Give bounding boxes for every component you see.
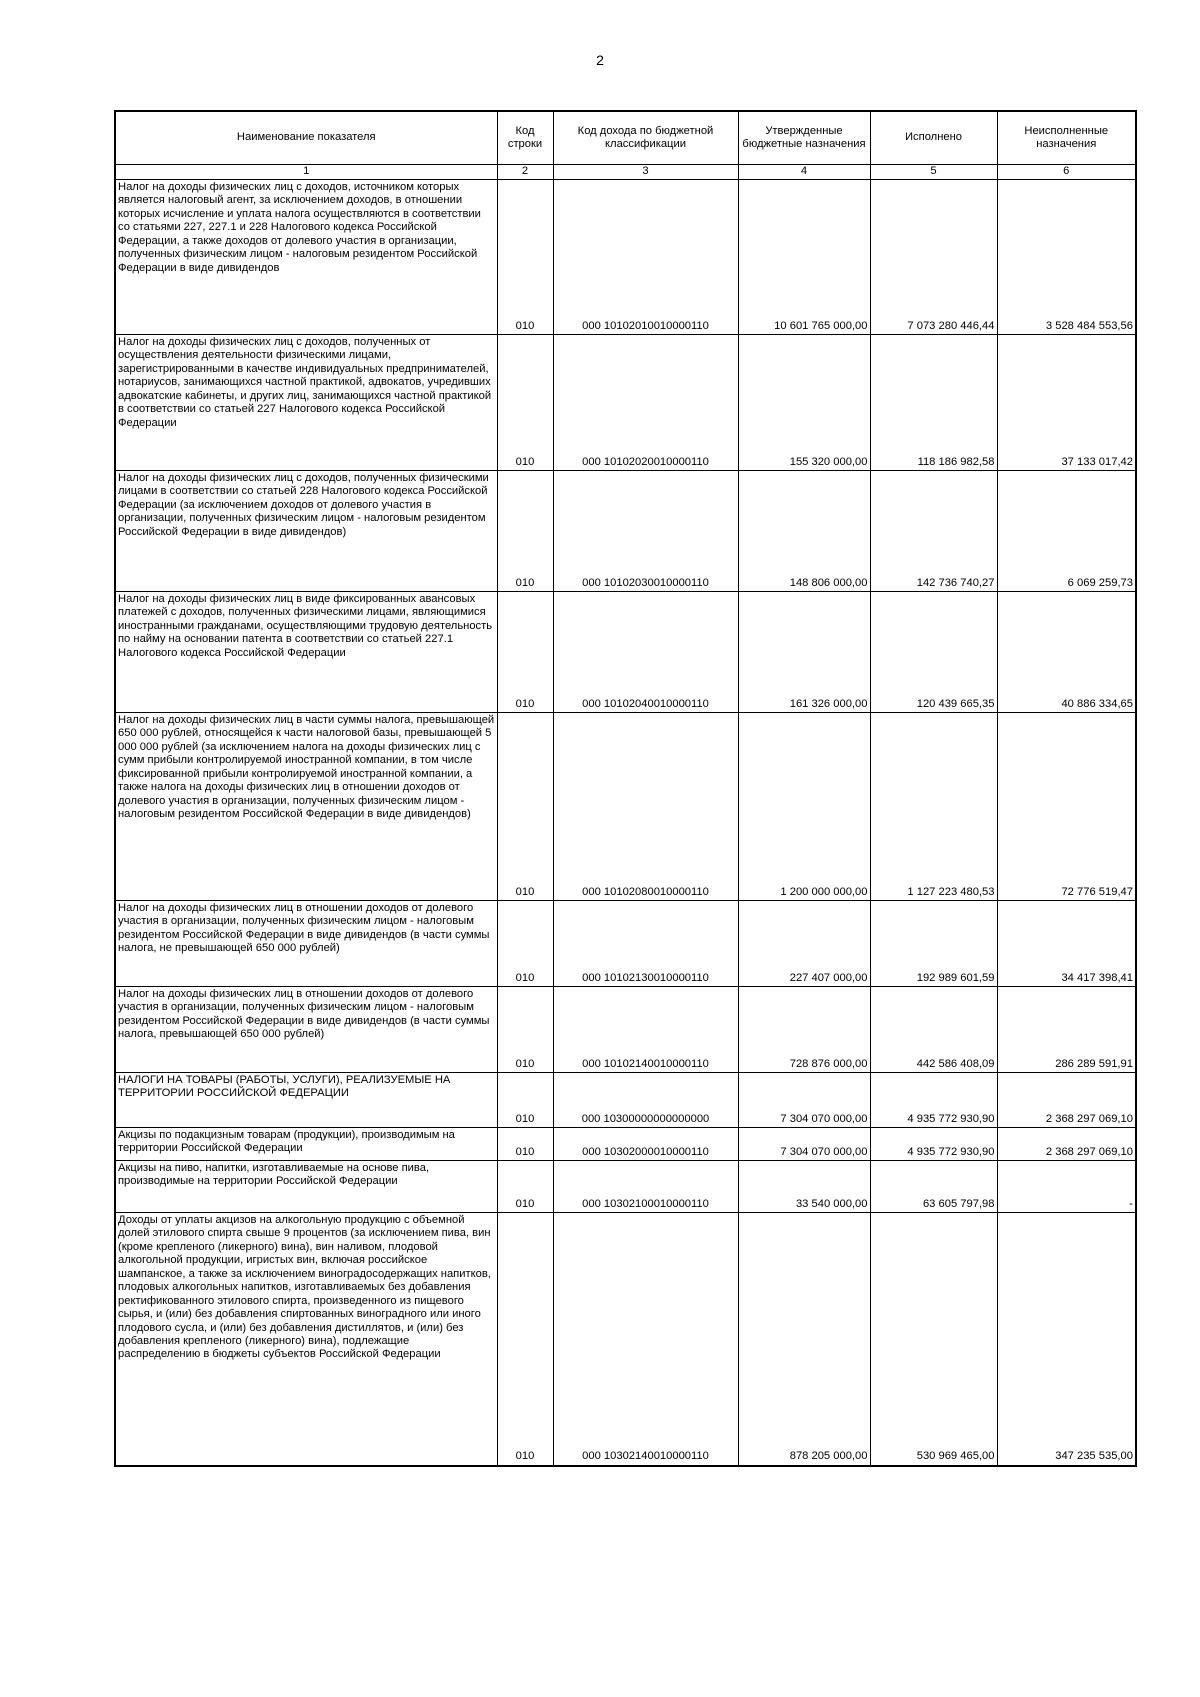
unexecuted-amount: 2 368 297 069,10 [997, 1128, 1136, 1161]
line-code: 010 [497, 180, 553, 335]
executed-amount: 442 586 408,09 [870, 987, 997, 1073]
income-code: 000 10300000000000000 [553, 1073, 738, 1128]
header-income-code: Код дохода по бюджетной классификации [553, 111, 738, 165]
indicator-name: Налог на доходы физических лиц с доходов, полученных от осуществления деятельности физическими лицами, зарегистрированными в качестве индивидуальных предпринимателей, нотариусов, занимающихся частной практикой, адвокатов, учредивших адвокатские кабинеты, и других лиц, занимающихся частной практикой в соответствии со статьей 227 Налогового кодекса Российской Федерации [115, 335, 497, 471]
executed-amount: 192 989 601,59 [870, 901, 997, 987]
line-code: 010 [497, 713, 553, 901]
unexecuted-amount: 286 289 591,91 [997, 987, 1136, 1073]
header-line-code: Код строки [497, 111, 553, 165]
approved-amount: 10 601 765 000,00 [738, 180, 870, 335]
approved-amount: 161 326 000,00 [738, 592, 870, 713]
budget-execution-table [114, 110, 1137, 1467]
header-approved: Утвержденные бюджетные назначения [738, 111, 870, 165]
column-number: 4 [738, 165, 870, 180]
table-row [115, 901, 1136, 987]
table-row [115, 1073, 1136, 1128]
header-executed: Исполнено [870, 111, 997, 165]
indicator-name: Акцизы по подакцизным товарам (продукции), производимым на территории Российской Федерации [115, 1128, 497, 1161]
table-row [115, 713, 1136, 901]
table-row [115, 180, 1136, 335]
line-code: 010 [497, 1161, 553, 1213]
income-code: 000 10102080010000110 [553, 713, 738, 901]
income-code: 000 10102130010000110 [553, 901, 738, 987]
executed-amount: 4 935 772 930,90 [870, 1073, 997, 1128]
column-number: 1 [115, 165, 497, 180]
executed-amount: 120 439 665,35 [870, 592, 997, 713]
unexecuted-amount: 72 776 519,47 [997, 713, 1136, 901]
approved-amount: 155 320 000,00 [738, 335, 870, 471]
executed-amount: 1 127 223 480,53 [870, 713, 997, 901]
indicator-name: Налог на доходы физических лиц с доходов, источником которых является налоговый агент, за исключением доходов, в отношении которых исчисление и уплата налога осуществляются в соответствии со статьями 227, 227.1 и 228 Налогового кодекса Российской Федерации, а также доходов от долевого участия в организации, полученных физическим лицом - налоговым резидентом Российской Федерации в виде дивидендов [115, 180, 497, 335]
indicator-name: НАЛОГИ НА ТОВАРЫ (РАБОТЫ, УСЛУГИ), РЕАЛИЗУЕМЫЕ НА ТЕРРИТОРИИ РОССИЙСКОЙ ФЕДЕРАЦИИ [115, 1073, 497, 1128]
approved-amount: 7 304 070 000,00 [738, 1073, 870, 1128]
column-number-row [115, 165, 1136, 180]
page-number: 2 [596, 52, 604, 68]
line-code: 010 [497, 471, 553, 592]
unexecuted-amount: - [997, 1161, 1136, 1213]
table-header-row [115, 111, 1136, 165]
indicator-name: Налог на доходы физических лиц с доходов, полученных физическими лицами в соответствии со статьей 228 Налогового кодекса Российской Федерации (за исключением доходов от долевого участия в организации, полученных физическим лицом - налоговым резидентом Российской Федерации в виде дивидендов) [115, 471, 497, 592]
income-code: 000 10102030010000110 [553, 471, 738, 592]
approved-amount: 227 407 000,00 [738, 901, 870, 987]
table-row [115, 471, 1136, 592]
line-code: 010 [497, 335, 553, 471]
header-indicator-name: Наименование показателя [115, 111, 497, 165]
approved-amount: 148 806 000,00 [738, 471, 870, 592]
income-code: 000 10302140010000110 [553, 1213, 738, 1466]
executed-amount: 118 186 982,58 [870, 335, 997, 471]
line-code: 010 [497, 1128, 553, 1161]
line-code: 010 [497, 1073, 553, 1128]
column-number: 6 [997, 165, 1136, 180]
table-row [115, 335, 1136, 471]
line-code: 010 [497, 1213, 553, 1466]
unexecuted-amount: 3 528 484 553,56 [997, 180, 1136, 335]
approved-amount: 7 304 070 000,00 [738, 1128, 870, 1161]
executed-amount: 4 935 772 930,90 [870, 1128, 997, 1161]
table-row [115, 987, 1136, 1073]
unexecuted-amount: 34 417 398,41 [997, 901, 1136, 987]
indicator-name: Налог на доходы физических лиц в отношении доходов от долевого участия в организации, полученных физическим лицом - налоговым резидентом Российской Федерации в виде дивидендов (в части суммы налога, превышающей 650 000 рублей) [115, 987, 497, 1073]
unexecuted-amount: 37 133 017,42 [997, 335, 1136, 471]
table-row [115, 592, 1136, 713]
income-code: 000 10302100010000110 [553, 1161, 738, 1213]
indicator-name: Доходы от уплаты акцизов на алкогольную продукцию с объемной долей этилового спирта свыше 9 процентов (за исключением пива, вин (кроме крепленого (ликерного) вина), вин наливом, плодовой алкогольной продукции, игристых вин, включая российское шампанское, а также за исключением виноградосодержащих напитков, плодовых алкогольных напитков, изготавливаемых без добавления ректификованного этилового спирта, произведенного из пищевого сырья, и (или) без добавления спиртованных виноградного или иного плодового сусла, и (или) без добавления дистиллятов, и (или) без добавления крепленого (ликерного) вина), подлежащие распределению в бюджеты субъектов Российской Федерации [115, 1213, 497, 1466]
indicator-name: Налог на доходы физических лиц в виде фиксированных авансовых платежей с доходов, полученных физическими лицами, являющимися иностранными гражданами, осуществляющими трудовую деятельность по найму на основании патента в соответствии со статьей 227.1 Налогового кодекса Российской Федерации [115, 592, 497, 713]
approved-amount: 1 200 000 000,00 [738, 713, 870, 901]
approved-amount: 728 876 000,00 [738, 987, 870, 1073]
line-code: 010 [497, 901, 553, 987]
executed-amount: 530 969 465,00 [870, 1213, 997, 1466]
indicator-name: Налог на доходы физических лиц в части суммы налога, превышающей 650 000 рублей, относящейся к части налоговой базы, превышающей 5 000 000 рублей (за исключением налога на доходы физических лиц с сумм прибыли контролируемой иностранной компании, в том числе фиксированной прибыли контролируемой иностранной компании, а также налога на доходы физических лиц в отношении доходов от долевого участия в организации, полученных физическим лицом - налоговым резидентом Российской Федерации в виде дивидендов) [115, 713, 497, 901]
unexecuted-amount: 2 368 297 069,10 [997, 1073, 1136, 1128]
indicator-name: Акцизы на пиво, напитки, изготавливаемые на основе пива, производимые на территории Российской Федерации [115, 1161, 497, 1213]
table-row [115, 1161, 1136, 1213]
approved-amount: 33 540 000,00 [738, 1161, 870, 1213]
indicator-name: Налог на доходы физических лиц в отношении доходов от долевого участия в организации, полученных физическим лицом - налоговым резидентом Российской Федерации в виде дивидендов (в части суммы налога, не превышающей 650 000 рублей) [115, 901, 497, 987]
unexecuted-amount: 40 886 334,65 [997, 592, 1136, 713]
income-code: 000 10102040010000110 [553, 592, 738, 713]
executed-amount: 142 736 740,27 [870, 471, 997, 592]
column-number: 2 [497, 165, 553, 180]
column-number: 3 [553, 165, 738, 180]
income-code: 000 10302000010000110 [553, 1128, 738, 1161]
executed-amount: 7 073 280 446,44 [870, 180, 997, 335]
income-code: 000 10102010010000110 [553, 180, 738, 335]
executed-amount: 63 605 797,98 [870, 1161, 997, 1213]
column-number: 5 [870, 165, 997, 180]
table-row [115, 1128, 1136, 1161]
income-code: 000 10102020010000110 [553, 335, 738, 471]
income-code: 000 10102140010000110 [553, 987, 738, 1073]
line-code: 010 [497, 987, 553, 1073]
header-unexecuted: Неисполненные назначения [997, 111, 1136, 165]
approved-amount: 878 205 000,00 [738, 1213, 870, 1466]
line-code: 010 [497, 592, 553, 713]
table-row [115, 1213, 1136, 1466]
unexecuted-amount: 6 069 259,73 [997, 471, 1136, 592]
unexecuted-amount: 347 235 535,00 [997, 1213, 1136, 1466]
